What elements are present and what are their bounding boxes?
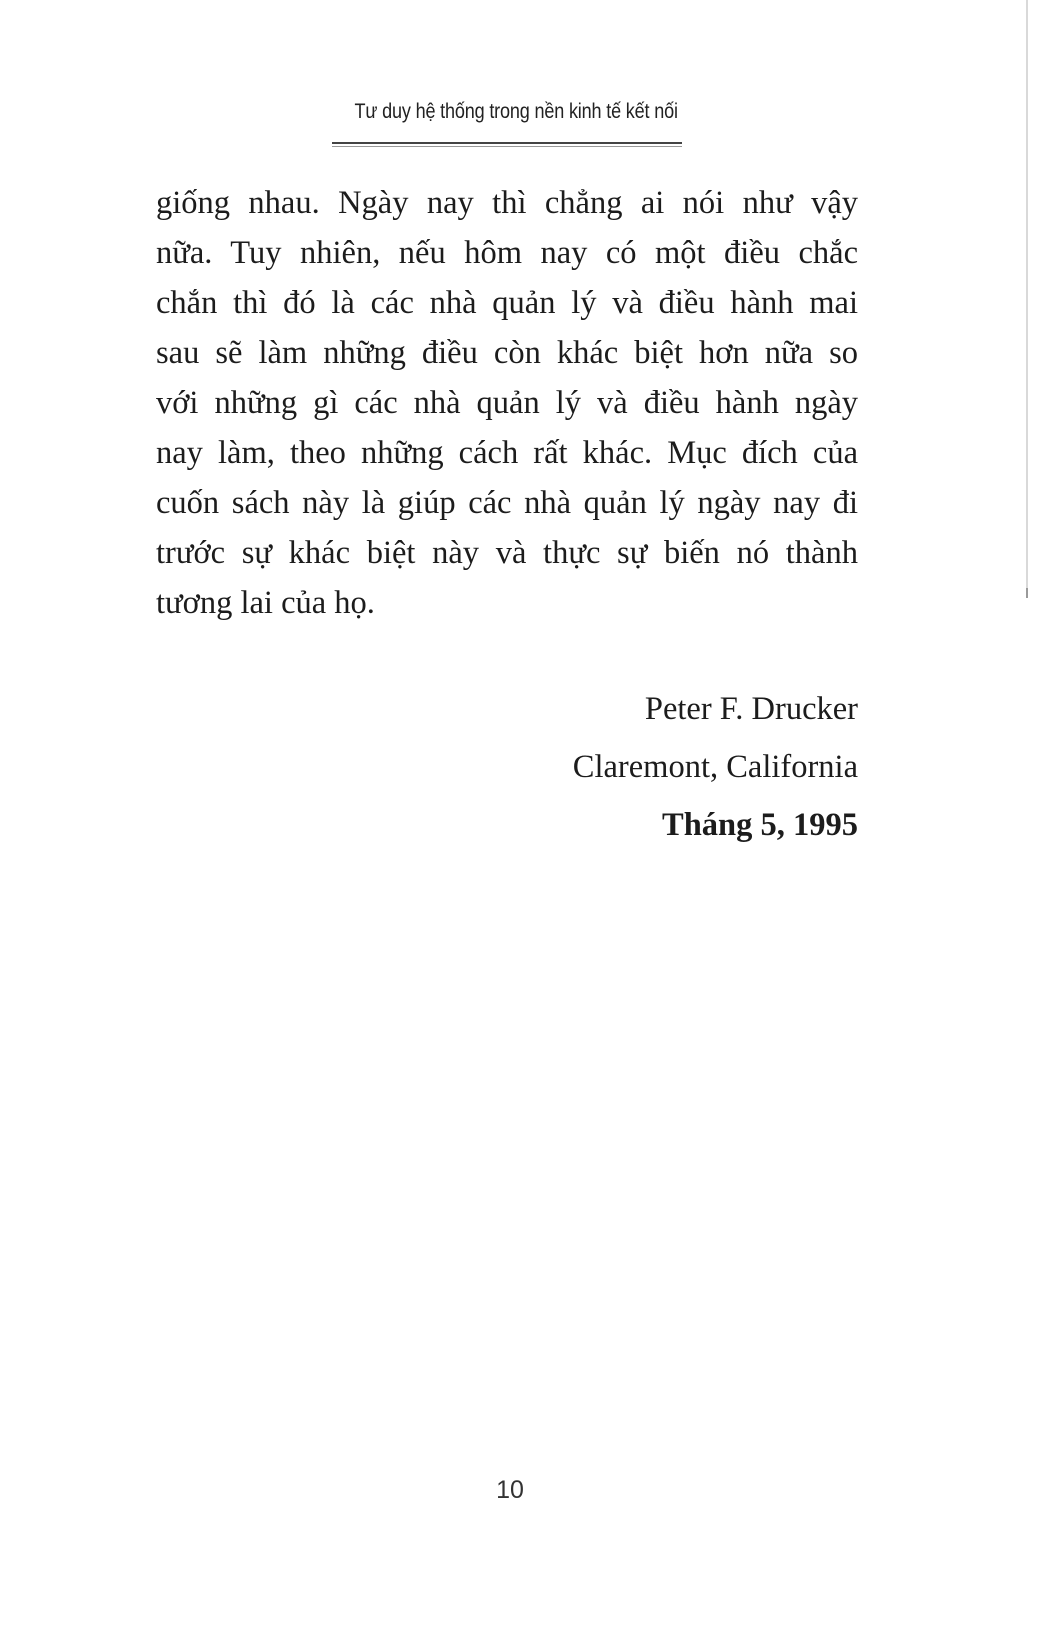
body-line: với những gì các nhà quản lý và điều hành ngày	[156, 385, 858, 421]
signature-author: Peter F. Drucker	[644, 691, 858, 727]
body-line: giống nhau. Ngày nay thì chẳng ai nói như vậy	[156, 185, 858, 221]
page-edge-scrollbar[interactable]	[1026, 0, 1028, 588]
signature-place: Claremont, California	[572, 749, 858, 785]
page-edge-marker	[1026, 588, 1028, 598]
signature-block	[573, 680, 858, 854]
body-line: chắn thì đó là các nhà quản lý và điều hành mai	[156, 285, 858, 321]
body-paragraph	[156, 178, 858, 628]
body-line: nay làm, theo những cách rất khác. Mục đích của	[156, 435, 858, 471]
body-line: nữa. Tuy nhiên, nếu hôm nay có một điều chắc	[156, 235, 858, 271]
signature-date: Tháng 5, 1995	[662, 807, 858, 843]
header-rule	[332, 142, 682, 144]
body-line: sau sẽ làm những điều còn khác biệt hơn nữa so	[156, 335, 858, 371]
running-header-title: Tư duy hệ thống trong nền kinh tế kết nối	[354, 100, 678, 123]
body-line: tương lai của họ.	[156, 585, 375, 621]
body-line: trước sự khác biệt này và thực sự biến nó thành	[156, 535, 858, 571]
running-header	[330, 98, 680, 140]
body-line: cuốn sách này là giúp các nhà quản lý ngày nay đi	[156, 485, 858, 521]
page-number: 10	[496, 1476, 524, 1504]
header-rule-thin	[332, 146, 682, 147]
